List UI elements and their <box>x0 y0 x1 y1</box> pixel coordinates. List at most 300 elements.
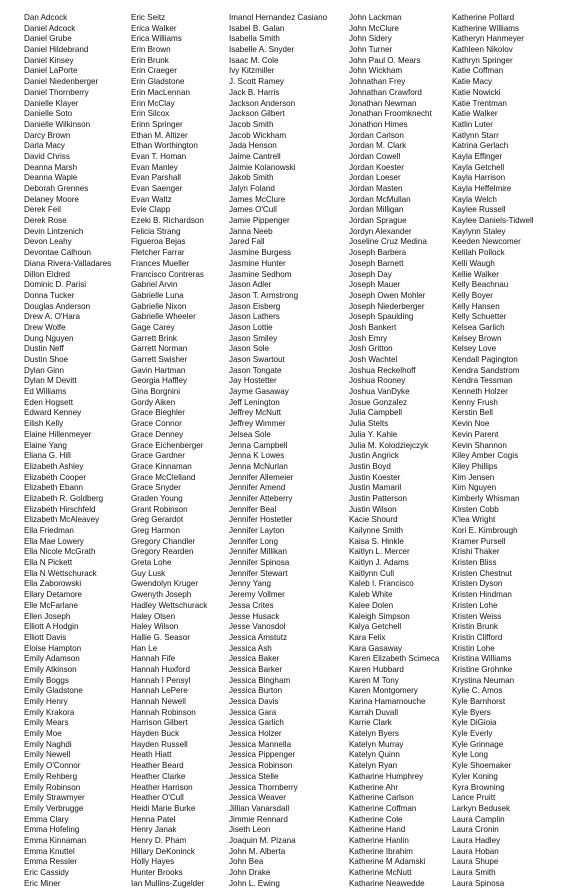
list-item: Ivy Kitzmiller <box>229 66 275 76</box>
list-item: Jessica Amstutz <box>229 632 288 642</box>
list-item: Kristin Lohe <box>452 643 495 653</box>
list-item: Justin Mamaril <box>349 483 402 493</box>
list-item: Kalya Getchell <box>349 622 402 632</box>
list-item: Jakob Smith <box>229 173 274 183</box>
list-item: Elliott Davis <box>24 632 67 642</box>
list-item: Kayla Heffelmire <box>452 184 512 193</box>
list-item: Darla Macy <box>24 141 65 151</box>
list-item: Joseph Owen Mohler <box>349 290 426 300</box>
list-item: Jason Lottie <box>229 322 273 332</box>
list-item: Heath Hiatt <box>131 750 172 760</box>
list-item: Katherine M Adamski <box>349 857 426 867</box>
list-item: Janna Neeb <box>229 226 273 236</box>
list-item: Henry Janak <box>131 825 177 835</box>
list-item: Evie Clapp <box>131 205 171 215</box>
list-item: Joseph Barnett <box>349 258 404 268</box>
list-item: Elaine Yang <box>24 440 67 450</box>
list-item: Kelli Waugh <box>452 258 495 268</box>
list-item: Krishi Thaker <box>452 547 500 557</box>
list-item: Hallie G. Seasor <box>131 632 190 642</box>
list-item: Kristen Weiss <box>452 611 502 621</box>
list-item: John Turner <box>349 45 393 55</box>
list-item: Kori E. Kimbrough <box>452 526 518 535</box>
list-item: Erica Walker <box>131 23 177 33</box>
list-item: Katherine Ahr <box>349 782 399 792</box>
list-item: Ella Zaborowski <box>24 579 82 589</box>
list-item: Hannah Fife <box>131 654 176 664</box>
list-item: Jasmine Hunter <box>229 258 286 268</box>
list-item: Jordan Loeser <box>349 173 401 183</box>
list-item: Haley Wilson <box>131 622 179 632</box>
list-item: Josh Bankert <box>349 322 397 332</box>
list-item: Gabrielle Luna <box>131 290 184 300</box>
list-item: Derek Rose <box>24 216 67 226</box>
list-item: Kristin Clifford <box>452 632 503 642</box>
list-item: Ezeki B. Richardson <box>131 216 204 226</box>
list-item: Josh Wachtel <box>349 355 398 364</box>
list-item: Greta Lohe <box>131 558 172 568</box>
list-item: Josue Gonzalez <box>349 397 408 407</box>
list-item: Douglas Anderson <box>24 301 91 311</box>
list-item: Jackson Anderson <box>229 98 296 108</box>
list-item: Kayla Harrison <box>452 173 506 183</box>
list-item: Hillary DeKoninck <box>131 846 195 856</box>
list-item: Kaylee Daniels-Tidwell <box>452 216 534 226</box>
list-item: Erin Gladstone <box>131 77 185 87</box>
list-item: Kaylee Russell <box>452 205 506 215</box>
list-item: Kendra Sandstrom <box>452 365 520 375</box>
list-item: Ellen Joseph <box>24 611 71 621</box>
list-item: Kyle Byers <box>452 707 491 717</box>
list-item: Henry D. Pham <box>131 835 187 845</box>
list-item: Jessa Crites <box>229 600 274 610</box>
list-item: Eloise Hampton <box>24 643 82 653</box>
list-item: Katherine McNutt <box>349 868 412 877</box>
list-item: Kristen Hindman <box>452 590 512 600</box>
list-item: Daniel Niedenberger <box>24 77 99 87</box>
list-item: Gregory Rearden <box>131 547 194 557</box>
list-item: Diana Rivera-Valladares <box>24 258 112 268</box>
list-item: Graden Young <box>131 493 183 503</box>
list-item: Katie Macy <box>452 77 493 87</box>
list-item: Jenny Yang <box>229 579 272 589</box>
list-item: Kyle Grinnage <box>452 739 504 749</box>
list-item: Hayden Russell <box>131 739 188 749</box>
list-item: Jason T. Armstrong <box>229 290 299 300</box>
list-item: Jeremy Vollmer <box>229 590 285 600</box>
list-item: Kayla Getchell <box>452 162 505 172</box>
list-item: Laura Cronin <box>452 825 499 835</box>
list-item: Kimberly Whisman <box>452 493 520 503</box>
list-item: Kathleen Nikolov <box>452 45 513 55</box>
list-item: Emily O'Connor <box>24 761 81 771</box>
list-item: Kyle Long <box>452 750 488 760</box>
list-item: Emma Ressler <box>24 857 78 867</box>
list-item: Karen Elizabeth Scimeca <box>349 654 440 664</box>
list-item: Emily Naghdi <box>24 739 72 749</box>
list-item: Jonathan Newman <box>349 98 417 108</box>
list-item: Grant Robinson <box>131 504 188 514</box>
list-item: Jillian Vanarsdall <box>229 803 290 813</box>
list-item: Joshua VanDyke <box>349 387 410 397</box>
list-item: Joseph Day <box>349 269 392 279</box>
list-item: Imanol Hernandez Casiano <box>229 13 328 22</box>
list-item: Kelsey Brown <box>452 333 502 343</box>
list-item: Eilish Kelly <box>24 419 64 429</box>
list-item: Kristen Dyson <box>452 579 503 589</box>
list-item: Emily Moe <box>24 729 62 739</box>
list-item: Elizabeth McAleavey <box>24 515 100 525</box>
list-item: Elizabeth Hirschfeld <box>24 504 96 514</box>
list-item: Jay Hostetter <box>229 376 277 386</box>
list-item: Kellie Walker <box>452 269 499 279</box>
list-item: Daniel Thornberry <box>24 87 89 97</box>
list-item: Jennifer Atteberry <box>229 493 293 503</box>
list-item: Kevin Noe <box>452 419 490 429</box>
list-item: Gwenyth Joseph <box>131 590 192 600</box>
list-item: Kaleb I. Francisco <box>349 579 414 589</box>
list-item: Grace Denney <box>131 429 184 439</box>
list-item: Katlynn Starr <box>452 130 499 140</box>
list-item: Harrison Gilbert <box>131 718 188 728</box>
list-item: Kelly Boyer <box>452 290 493 300</box>
list-item: Isaac M. Cole <box>229 55 279 65</box>
list-item: Jessica Burton <box>229 686 283 696</box>
list-item: Kathryn Springer <box>452 55 513 65</box>
list-item: Jessica Ash <box>229 643 272 653</box>
name-column-4 <box>349 13 452 888</box>
list-item: Jenna Campbell <box>229 440 288 450</box>
list-item: Jordan Koester <box>349 162 404 172</box>
list-item: Kelilah Pollock <box>452 248 505 258</box>
list-item: John Bea <box>229 857 264 867</box>
list-item: Katelyn Byers <box>349 729 399 739</box>
list-item: Johnathan Frey <box>349 77 406 87</box>
list-item: Grace Connor <box>131 419 182 429</box>
list-item: Drew Wolfe <box>24 322 66 332</box>
list-item: Jason Sole <box>229 344 270 354</box>
list-item: James McClure <box>229 194 286 204</box>
list-item: Kayla Welch <box>452 194 497 204</box>
list-item: Holly Hayes <box>131 857 175 867</box>
list-item: Jennifer Layton <box>229 526 285 535</box>
list-item: Jordan Carlson <box>349 130 404 140</box>
list-item: Jason Tongate <box>229 365 282 375</box>
list-item: Elaine Hillenmeyer <box>24 429 92 439</box>
list-item: Jessica Garlich <box>229 718 284 728</box>
list-item: Kelly Beachnau <box>452 280 509 290</box>
name-column-2 <box>131 13 229 888</box>
list-item: Heidi Marie Burke <box>131 803 196 813</box>
list-item: Jenna McNurlan <box>229 461 288 471</box>
list-item: Kyler Koning <box>452 771 498 781</box>
list-item: Eric Cassidy <box>24 868 69 877</box>
list-item: Hannah Huxford <box>131 664 190 674</box>
list-item: Katheryn Hanmeyer <box>452 34 524 44</box>
name-column-3 <box>229 13 349 888</box>
list-item: Jelsea Sole <box>229 429 271 439</box>
list-item: Emily Rehberg <box>24 771 78 781</box>
list-item: Grace Snyder <box>131 483 181 493</box>
name-column-1 <box>24 13 131 888</box>
list-item: Dylan M Devitt <box>24 376 77 386</box>
list-item: Kaleigh Simpson <box>349 611 410 621</box>
list-item: Heather Clarke <box>131 771 186 781</box>
list-item: Karen Hubbard <box>349 664 404 674</box>
list-item: Elliott A Hodgin <box>24 622 79 632</box>
list-item: Jessica Barker <box>229 664 283 674</box>
list-item: Jesse Husack <box>229 611 280 621</box>
list-item: Kayla Effinger <box>452 151 503 161</box>
list-item: Kaisa S. Hinkle <box>349 536 404 546</box>
list-item: Kelsea Garlich <box>452 322 505 332</box>
list-item: Kim Jensen <box>452 472 495 482</box>
list-item: Kelly Hansen <box>452 301 500 311</box>
list-item: Krystina Neuman <box>452 675 515 685</box>
list-item: Gregory Chandler <box>131 536 196 546</box>
list-item: Henna Patel <box>131 814 176 824</box>
list-item: Jessica Mannella <box>229 739 292 749</box>
list-item: Erin Silcox <box>131 109 170 119</box>
list-item: Katharine Humphrey <box>349 771 424 781</box>
list-item: K'lea Wright <box>452 515 496 525</box>
list-item: Jasmine Burgess <box>229 248 292 258</box>
list-item: Danielle Soto <box>24 109 73 119</box>
list-item: Dustin Neff <box>24 344 64 354</box>
list-item: Gabrielle Wheeler <box>131 312 196 322</box>
list-item: Erin Craeger <box>131 66 177 76</box>
list-item: Guy Lusk <box>131 568 166 578</box>
list-item: Kiley Phillips <box>452 461 498 471</box>
list-item: John McClure <box>349 23 399 33</box>
list-item: Katherine Coffman <box>349 803 417 813</box>
list-item: Jessica Stelle <box>229 771 279 781</box>
list-item: Katherine Cole <box>349 814 403 824</box>
list-item: John Lackman <box>349 13 402 22</box>
list-item: Jeffrey McNutt <box>229 408 282 418</box>
list-item: Laura Shupe <box>452 857 499 867</box>
list-item: Frances Mueller <box>131 258 190 268</box>
list-item: Kaylynn Staley <box>452 226 506 236</box>
list-item: Jackson Gilbert <box>229 109 285 119</box>
list-item: Gavin Hartman <box>131 365 186 375</box>
list-item: Devin Lintzenich <box>24 226 84 236</box>
list-item: Jonathan Froomknecht <box>349 109 432 119</box>
list-item: Erin MacLennan <box>131 87 190 97</box>
list-item: Justin Wilson <box>349 504 397 514</box>
list-item: Julia Y. Kahle <box>349 429 398 439</box>
list-item: Kristen Bliss <box>452 558 497 568</box>
list-item: Evan Manley <box>131 162 178 172</box>
list-item: Erin Brown <box>131 45 171 55</box>
list-item: Jada Henson <box>229 141 277 151</box>
list-item: Elizabeth Cooper <box>24 472 87 482</box>
list-item: Isabel B. Galan <box>229 23 285 33</box>
list-item: Ethan M. Altizer <box>131 130 188 140</box>
list-item: Erinn Springer <box>131 119 183 129</box>
list-item: Justin Patterson <box>349 493 408 503</box>
list-item: Ella Friedman <box>24 526 74 535</box>
list-item: Daniel Kinsey <box>24 55 74 65</box>
list-item: Kyra Browning <box>452 782 505 792</box>
list-item: Larkyn Bedusek <box>452 803 511 813</box>
list-item: Dustin Shoe <box>24 355 69 364</box>
list-item: Lance Pruitt <box>452 793 496 803</box>
list-item: Jaime Cantrell <box>229 151 281 161</box>
list-item: Gwendolyn Kruger <box>131 579 199 589</box>
list-item: Jenna K Lowes <box>229 451 285 461</box>
list-item: Justin Boyd <box>349 461 391 471</box>
list-item: Jared Fall <box>229 237 265 247</box>
list-item: Kristina Williams <box>452 654 512 664</box>
list-item: Jason Eisberg <box>229 301 281 311</box>
list-item: Karen M Tony <box>349 675 399 685</box>
list-item: Grace Eichenberger <box>131 440 204 450</box>
list-item: Drew A. O'Hara <box>24 312 80 322</box>
list-item: Jessica Pippenger <box>229 750 296 760</box>
list-item: Erin McClay <box>131 98 175 108</box>
list-item: Emily Krakora <box>24 707 75 717</box>
list-item: Katie Coffman <box>452 66 504 76</box>
list-item: John Sidery <box>349 34 392 44</box>
list-item: Julia Campbell <box>349 408 403 418</box>
list-item: Ian Mullins-Zugelder <box>131 878 205 888</box>
list-item: Gabrielle Nixon <box>131 301 187 311</box>
list-item: Emily Gladstone <box>24 686 83 696</box>
list-item: Jessica Gara <box>229 707 277 717</box>
list-item: Katelyn Ryan <box>349 761 398 771</box>
list-item: Emily Strawmyer <box>24 793 85 803</box>
list-item: Kylie C. Amos <box>452 686 503 696</box>
list-item: Hannah Robinson <box>131 707 196 717</box>
list-item: Jack B. Harris <box>229 87 280 97</box>
list-item: Ella N Pickett <box>24 558 73 568</box>
list-item: Emily Henry <box>24 697 68 706</box>
list-item: Daniel Grube <box>24 34 72 44</box>
list-item: Dominic D. Parisi <box>24 280 87 290</box>
list-item: Dung Nguyen <box>24 333 74 343</box>
list-item: John L. Ewing <box>229 878 280 888</box>
list-item: Emily Robinson <box>24 782 81 792</box>
list-item: Joshua Reckelhoff <box>349 365 416 375</box>
list-item: Jason Adler <box>229 280 272 290</box>
list-item: Kailynne Smith <box>349 526 403 535</box>
list-item: Kristine Grohnke <box>452 664 513 674</box>
list-item: Kristen Chestnut <box>452 568 512 578</box>
list-item: Katrina Gerlach <box>452 141 509 151</box>
list-item: Jordan Cowell <box>349 151 401 161</box>
list-item: Kelly Schuetter <box>452 312 507 322</box>
list-item: Kelsey Love <box>452 344 497 354</box>
list-item: Julia Stelts <box>349 419 389 429</box>
list-item: Eric Seitz <box>131 13 166 22</box>
list-item: Emily Verbrugge <box>24 803 84 813</box>
list-item: Jennifer Amend <box>229 483 286 493</box>
list-item: Jordan M. Clark <box>349 141 407 151</box>
list-item: Fletcher Farrar <box>131 248 185 258</box>
list-item: Kara Felix <box>349 632 386 642</box>
list-item: Kristen Lohe <box>452 600 498 610</box>
list-item: Emily Mears <box>24 718 69 728</box>
list-item: Jonathon Himes <box>349 119 408 129</box>
list-item: Kevin Parent <box>452 429 499 439</box>
list-item: Greg Harmon <box>131 526 181 535</box>
list-item: Katherine Ibrahim <box>349 846 413 856</box>
list-item: Grace Kinnaman <box>131 461 192 471</box>
list-item: Gage Carey <box>131 322 175 332</box>
list-item: Figueroa Bejas <box>131 237 186 247</box>
list-item: Karen Montgomery <box>349 686 418 696</box>
list-item: Kacie Shourd <box>349 515 398 525</box>
list-item: Eden Hogsett <box>24 397 74 407</box>
list-item: Kyle Everly <box>452 729 493 739</box>
list-item: Delaney Moore <box>24 194 79 204</box>
list-item: Kyle Shoemaker <box>452 761 512 771</box>
list-item: Heather Beard <box>131 761 184 771</box>
list-item: Kramer Pursell <box>452 536 506 546</box>
list-item: Jennifer Beal <box>229 504 277 514</box>
list-item: Laura Smith <box>452 868 496 877</box>
list-item: Laura Camplin <box>452 814 505 824</box>
list-item: Kenny Frush <box>452 397 498 407</box>
list-item: Hannah LePere <box>131 686 188 696</box>
list-item: Grace Gardner <box>131 451 185 461</box>
list-item: Jaimie Kolanowski <box>229 162 296 172</box>
list-item: Kyle DiGioia <box>452 718 497 728</box>
list-item: Jennifer Spinosa <box>229 558 290 568</box>
name-list <box>24 13 564 888</box>
list-item: Kaitlyn J. Adams <box>349 558 409 568</box>
list-item: Kara Gasaway <box>349 643 403 653</box>
list-item: Jessica Holzer <box>229 729 282 739</box>
list-item: Kiley Amber Cogis <box>452 451 519 461</box>
list-item: Devontae Calhoun <box>24 248 92 258</box>
list-item: Ella Nicole McGrath <box>24 547 96 557</box>
list-item: Laura Hadley <box>452 835 501 845</box>
list-item: Emily Atkinson <box>24 664 77 674</box>
list-item: Emily Newell <box>24 750 71 760</box>
list-item: Josh Gritton <box>349 344 393 354</box>
list-item: Joseph Niederberger <box>349 301 425 311</box>
list-item: Georgia Haffley <box>131 376 188 386</box>
list-item: Deanna Waple <box>24 173 78 183</box>
list-item: Justin Angrick <box>349 451 399 461</box>
list-item: Jacob Wickham <box>229 130 287 140</box>
list-item: Kerstin Bell <box>452 408 493 418</box>
list-item: Joshua Rooney <box>349 376 406 386</box>
list-item: Kevin Shannon <box>452 440 507 450</box>
list-item: Katie Trentman <box>452 98 507 108</box>
list-item: Jordan McMullan <box>349 194 411 204</box>
list-item: John Paul O. Mears <box>349 55 421 65</box>
list-item: Jessica Robinson <box>229 761 293 771</box>
list-item: Katelyn Murray <box>349 739 404 749</box>
list-item: Jayme Gasaway <box>229 387 289 397</box>
list-item: Haley Olsen <box>131 611 176 621</box>
list-item: Felicia Strang <box>131 226 181 236</box>
list-item: Jennifer Allemeier <box>229 472 294 482</box>
list-item: Josh Emry <box>349 333 388 343</box>
list-item: Devon Leahy <box>24 237 72 247</box>
list-item: Kaitlynn Cull <box>349 568 394 578</box>
list-item: Jeff Lenington <box>229 397 280 407</box>
list-item: Kaitlyn L. Mercer <box>349 547 410 557</box>
list-item: Gordy Aiken <box>131 397 176 407</box>
list-item: Garrett Norman <box>131 344 188 354</box>
list-item: Joseline Cruz Medina <box>349 237 427 247</box>
list-item: Evan Parshall <box>131 173 181 183</box>
list-item: David Chriss <box>24 151 70 161</box>
